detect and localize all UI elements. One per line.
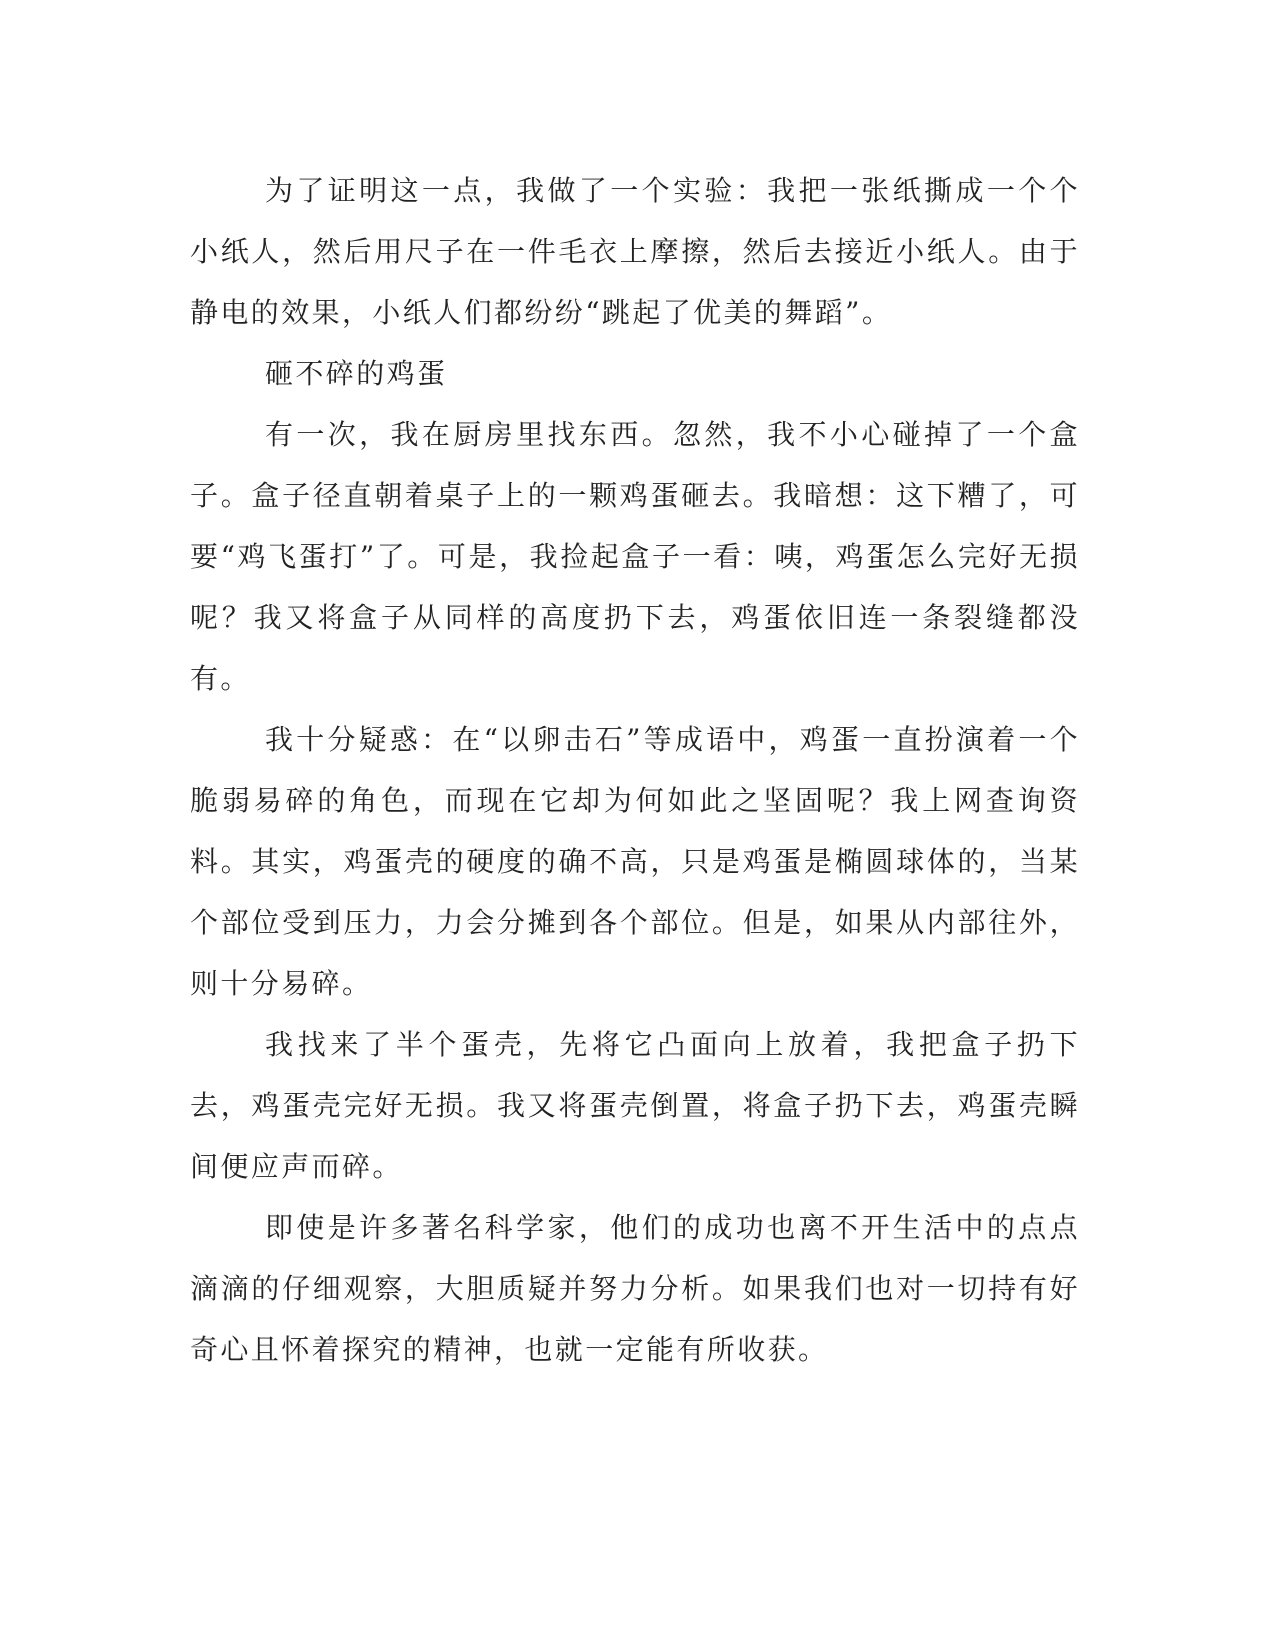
document-body [190,160,1080,1380]
paragraph-static-electricity-experiment: 为了证明这一点，我做了一个实验：我把一张纸撕成一个个小纸人，然后用尺子在一件毛衣上摩擦，然后去接近小纸人。由于静电的效果，小纸人们都纷纷“跳起了优美的舞蹈”。 [190,174,1080,329]
paragraph-eggshell-experiment: 我找来了半个蛋壳，先将它凸面向上放着，我把盒子扔下去，鸡蛋壳完好无损。我又将蛋壳倒置，将盒子扔下去，鸡蛋壳瞬间便应声而碎。 [190,1028,1080,1183]
paragraph-egg-incident: 有一次，我在厨房里找东西。忽然，我不小心碰掉了一个盒子。盒子径直朝着桌子上的一颗鸡蛋砸去。我暗想：这下糟了，可要“鸡飞蛋打”了。可是，我捡起盒子一看：咦，鸡蛋怎么完好无损呢？我又将盒子从同样的高度扔下去，鸡蛋依旧连一条裂缝都没有。 [190,418,1080,695]
paragraph-egg-research: 我十分疑惑：在“以卵击石”等成语中，鸡蛋一直扮演着一个脆弱易碎的角色，而现在它却为何如此之坚固呢？我上网查询资料。其实，鸡蛋壳的硬度的确不高，只是鸡蛋是椭圆球体的，当某个部位受到压力，力会分摊到各个部位。但是，如果从内部往外，则十分易碎。 [190,723,1080,1000]
paragraph-conclusion: 即使是许多著名科学家，他们的成功也离不开生活中的点点滴滴的仔细观察，大胆质疑并努力分析。如果我们也对一切持有好奇心且怀着探究的精神，也就一定能有所收获。 [190,1211,1080,1366]
section-heading-unbreakable-egg: 砸不碎的鸡蛋 [265,357,448,390]
